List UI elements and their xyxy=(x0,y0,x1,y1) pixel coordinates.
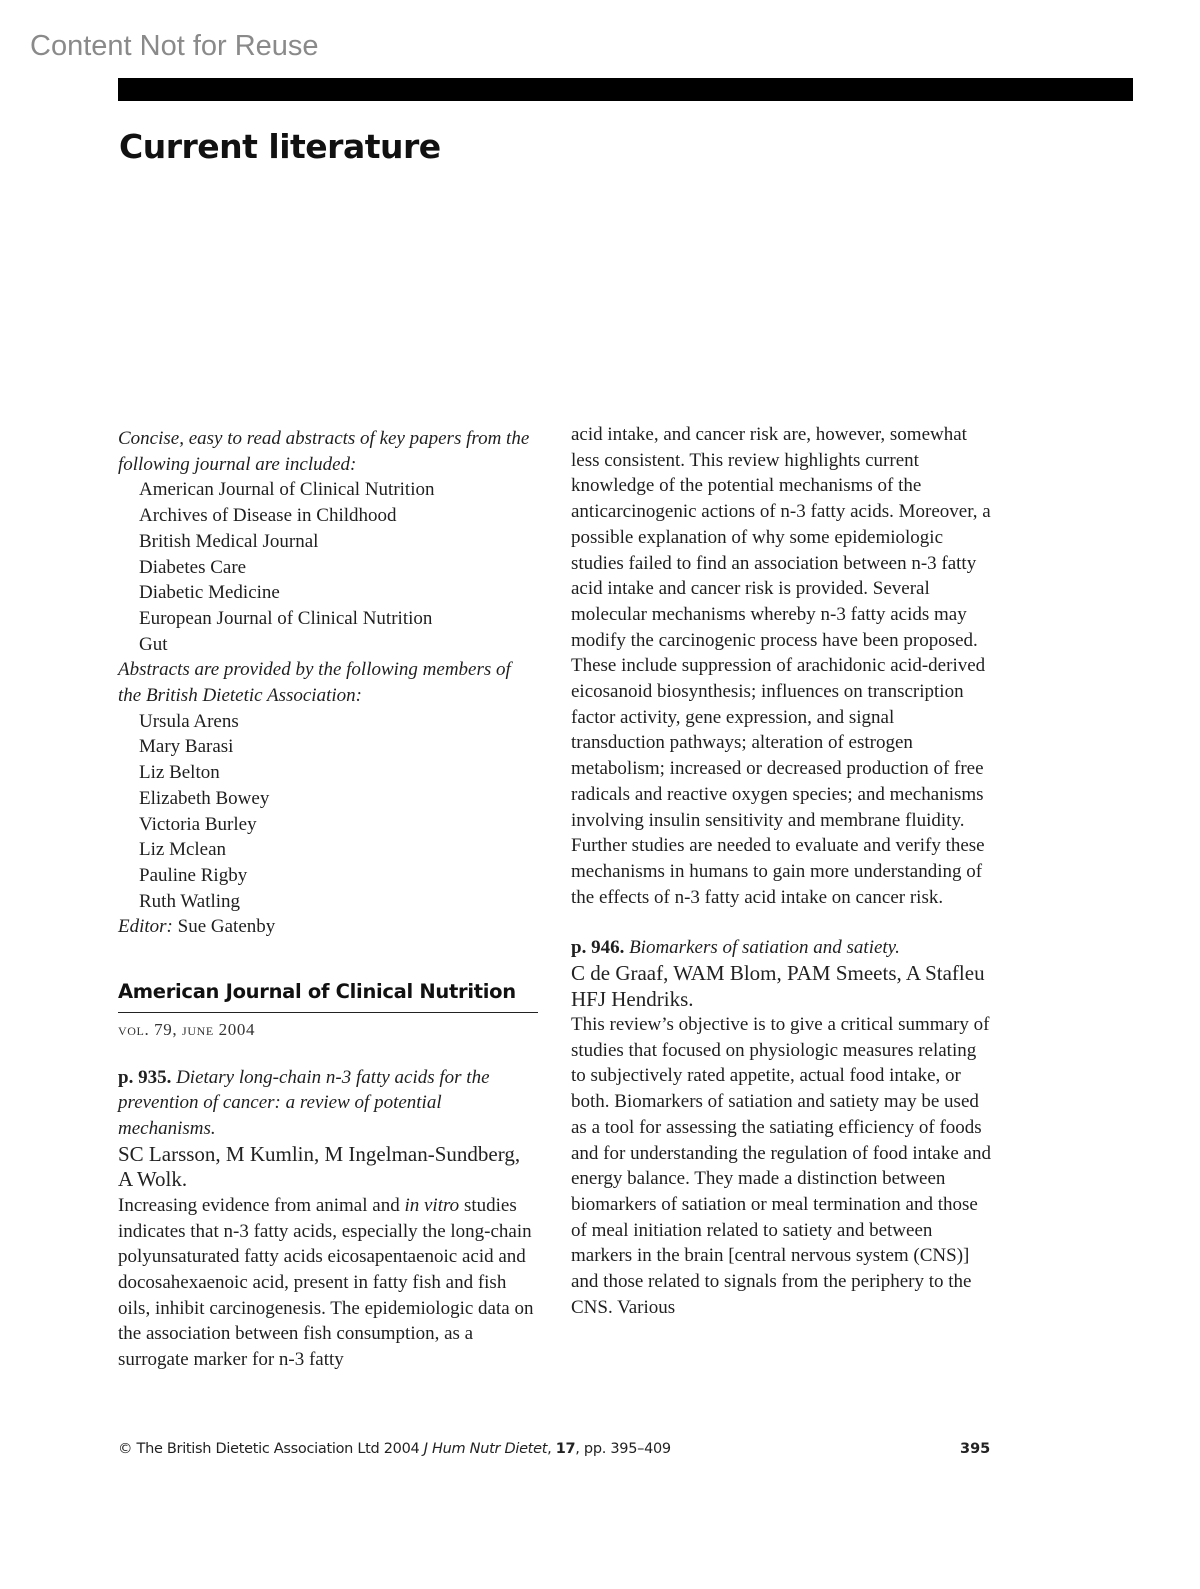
journal-list xyxy=(118,477,538,657)
journal-section-heading: American Journal of Clinical Nutrition xyxy=(118,979,538,1013)
member-item: Victoria Burley xyxy=(139,813,257,835)
journal-item: Diabetes Care xyxy=(139,556,247,578)
article-title: Biomarkers of satiation and satiety. xyxy=(624,937,900,959)
abstract-text: Increasing evidence from animal and xyxy=(118,1194,405,1216)
member-item: Liz Belton xyxy=(139,762,220,784)
left-column xyxy=(118,426,538,1373)
journal-item: European Journal of Clinical Nutrition xyxy=(139,607,433,629)
editor-label: Editor: xyxy=(118,916,173,938)
article-935 xyxy=(118,1065,538,1373)
footer-separator: , xyxy=(547,1441,556,1457)
members-intro: Abstracts are provided by the following members of the British Dietetic Association: xyxy=(118,659,511,707)
editor-line xyxy=(118,914,538,940)
member-item: Mary Barasi xyxy=(139,736,234,758)
article-heading xyxy=(571,935,991,961)
journal-item: Archives of Disease in Childhood xyxy=(139,505,397,527)
footer-volume: 17 xyxy=(555,1441,576,1457)
article-abstract xyxy=(118,1193,538,1373)
footer-pages: , pp. 395–409 xyxy=(575,1441,671,1457)
journal-item: British Medical Journal xyxy=(139,530,319,552)
right-column xyxy=(571,422,991,1321)
article-abstract-continued: acid intake, and cancer risk are, however, somewhat less consistent. This review highlights current knowledge of the potential mechanisms of the anticarcinogenic actions of n-3 fatty acids. Moreover, a possible explanation of why some epidemiologic studies failed to find an association between n-3 fatty acid intake and cancer risk is provided. Several molecular mechanisms whereby n-3 fatty acids may modify the carcinogenic process have been proposed. These include suppression of arachidonic acid-derived eicosanoid biosynthesis; influences on transcription factor activity, gene expression, and signal transduction pathways; alteration of estrogen metabolism; increased or decreased production of free radicals and reactive oxygen species; and mechanisms involving insulin sensitivity and membrane fluidity. Further studies are needed to evaluate and verify these mechanisms in humans to gain more understanding of the effects of n-3 fatty acid intake on cancer risk. xyxy=(571,424,991,908)
footer-copyright: © The British Dietetic Association Ltd 2004 xyxy=(118,1441,424,1457)
abstract-italic-term: in vitro xyxy=(404,1194,460,1216)
member-item: Pauline Rigby xyxy=(139,864,248,886)
journal-item: Diabetic Medicine xyxy=(139,582,280,604)
page-title: Current literature xyxy=(119,127,441,166)
member-item: Ruth Watling xyxy=(139,890,241,912)
article-946 xyxy=(571,935,991,1320)
article-heading xyxy=(118,1065,538,1142)
volume-line: vol. 79, june 2004 xyxy=(118,1020,256,1040)
article-title: Dietary long-chain n-3 fatty acids for the prevention of cancer: a review of potential mechanisms. xyxy=(118,1066,490,1140)
member-item: Ursula Arens xyxy=(139,710,239,732)
footer-journal: J Hum Nutr Dietet xyxy=(423,1441,548,1457)
article-authors: C de Graaf, WAM Blom, PAM Smeets, A Stafleu HFJ Hendriks. xyxy=(571,961,985,1011)
journals-intro: Concise, easy to read abstracts of key papers from the following journal are included: xyxy=(118,428,530,475)
journal-item: American Journal of Clinical Nutrition xyxy=(139,479,435,501)
footer-citation xyxy=(118,1441,671,1457)
article-page-ref: p. 946. xyxy=(571,937,625,959)
article-abstract: This review’s objective is to give a critical summary of studies that focused on physiologic measures relating to subjectively rated appetite, actual food intake, or both. Biomarkers of satiation and satiety may be used as a tool for assessing the satiating efficiency of foods and for understanding the regulation of food intake and energy balance. They made a distinction between biomarkers of satiation or meal termination and those of meal initiation related to satiety and between markers in the brain [central nervous system (CNS)] and those related to signals from the periphery to the CNS. Various xyxy=(571,1014,991,1318)
intro-block xyxy=(118,426,538,940)
member-list xyxy=(118,709,538,915)
abstract-text: studies indicates that n-3 fatty acids, especially the long-chain polyunsaturated fatty acids eicosapentaenoic acid and docosahexaenoic acid, present in fatty fish and fish oils, inhibit carcinogenesis. The epidemiologic data on the association between fish consumption, as a surrogate marker for n-3 fatty xyxy=(118,1194,534,1371)
member-item: Elizabeth Bowey xyxy=(139,787,270,809)
watermark: Content Not for Reuse xyxy=(30,30,319,62)
article-page-ref: p. 935. xyxy=(118,1066,172,1088)
header-bar xyxy=(118,78,1133,101)
article-authors: SC Larsson, M Kumlin, M Ingelman-Sundberg, A Wolk. xyxy=(118,1141,521,1192)
journal-item: Gut xyxy=(139,633,168,655)
member-item: Liz Mclean xyxy=(139,839,227,861)
page-number: 395 xyxy=(960,1441,991,1457)
editor-name: Sue Gatenby xyxy=(172,916,276,938)
